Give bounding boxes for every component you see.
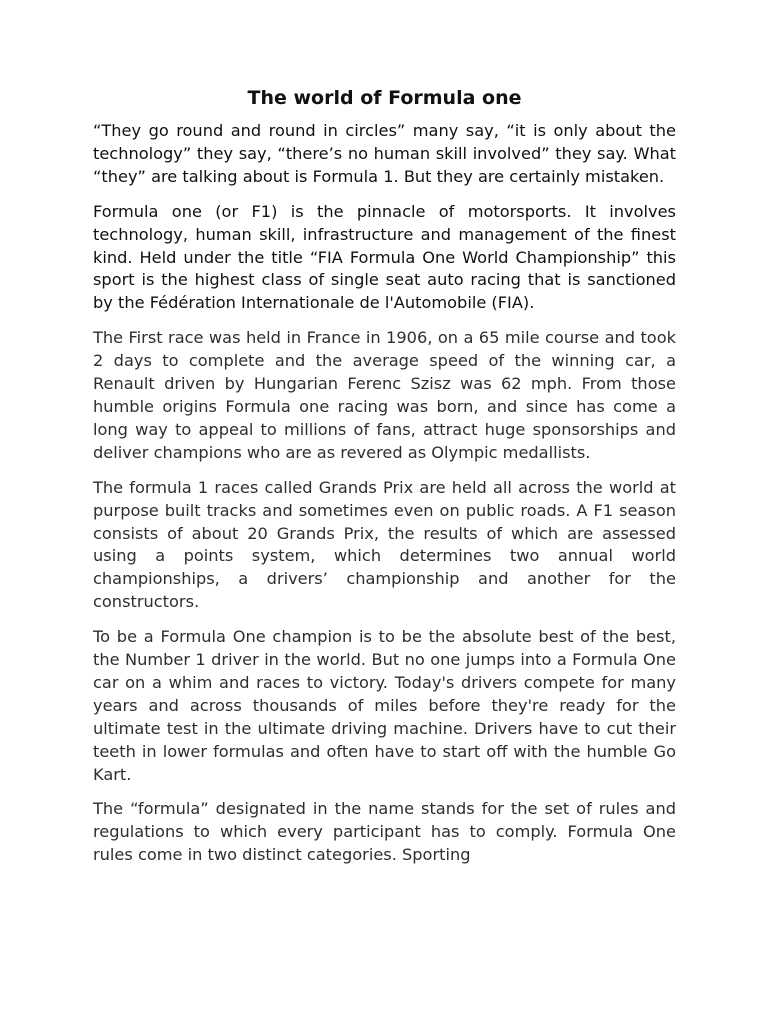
- paragraph-history: The First race was held in France in 1906, on a 65 mile course and took 2 days to complete and the average speed of the winning car, a Renault driven by Hungarian Ferenc Szisz was 62 mph. From those humble origins Formula one racing was born, and since has come a long way to appeal to millions of fans, attract huge sponsorships and deliver champions who are as revered as Olympic medallists.: [93, 328, 676, 462]
- document-page: [93, 84, 676, 879]
- document-title: The world of Formula one: [247, 87, 522, 109]
- paragraph-champion: To be a Formula One champion is to be the absolute best of the best, the Number 1 driver in the world. But no one jumps into a Formula One car on a whim and races to victory. Today's drivers compete for many years and across thousands of miles before they're ready for the ultimate test in the ultimate driving machine. Drivers have to cut their teeth in lower formulas and often have to start off with the humble Go Kart.: [93, 627, 676, 784]
- paragraph-intro: “They go round and round in circles” many say, “it is only about the technology” they say, “there’s no human skill involved” they say. What “they” are talking about is Formula 1. But they are certainly mistaken.: [93, 121, 676, 186]
- paragraph-formula-rules: The “formula” designated in the name stands for the set of rules and regulations to which every participant has to comply. Formula One rules come in two distinct categories. Sporting: [93, 799, 676, 865]
- paragraph-grands-prix: The formula 1 races called Grands Prix are held all across the world at purpose built tracks and sometimes even on public roads. A F1 season consists of about 20 Grands Prix, the results of which are assessed using a points system, which determines two annual world championships, a drivers’ championship and another for the constructors.: [93, 477, 676, 612]
- paragraph-definition: Formula one (or F1) is the pinnacle of motorsports. It involves technology, human skill, infrastructure and management of the finest kind. Held under the title “FIA Formula One World Championship” this sport is the highest class of single seat auto racing that is sanctioned by the Fédération Internationale de l'Automobile (FIA).: [93, 201, 676, 313]
